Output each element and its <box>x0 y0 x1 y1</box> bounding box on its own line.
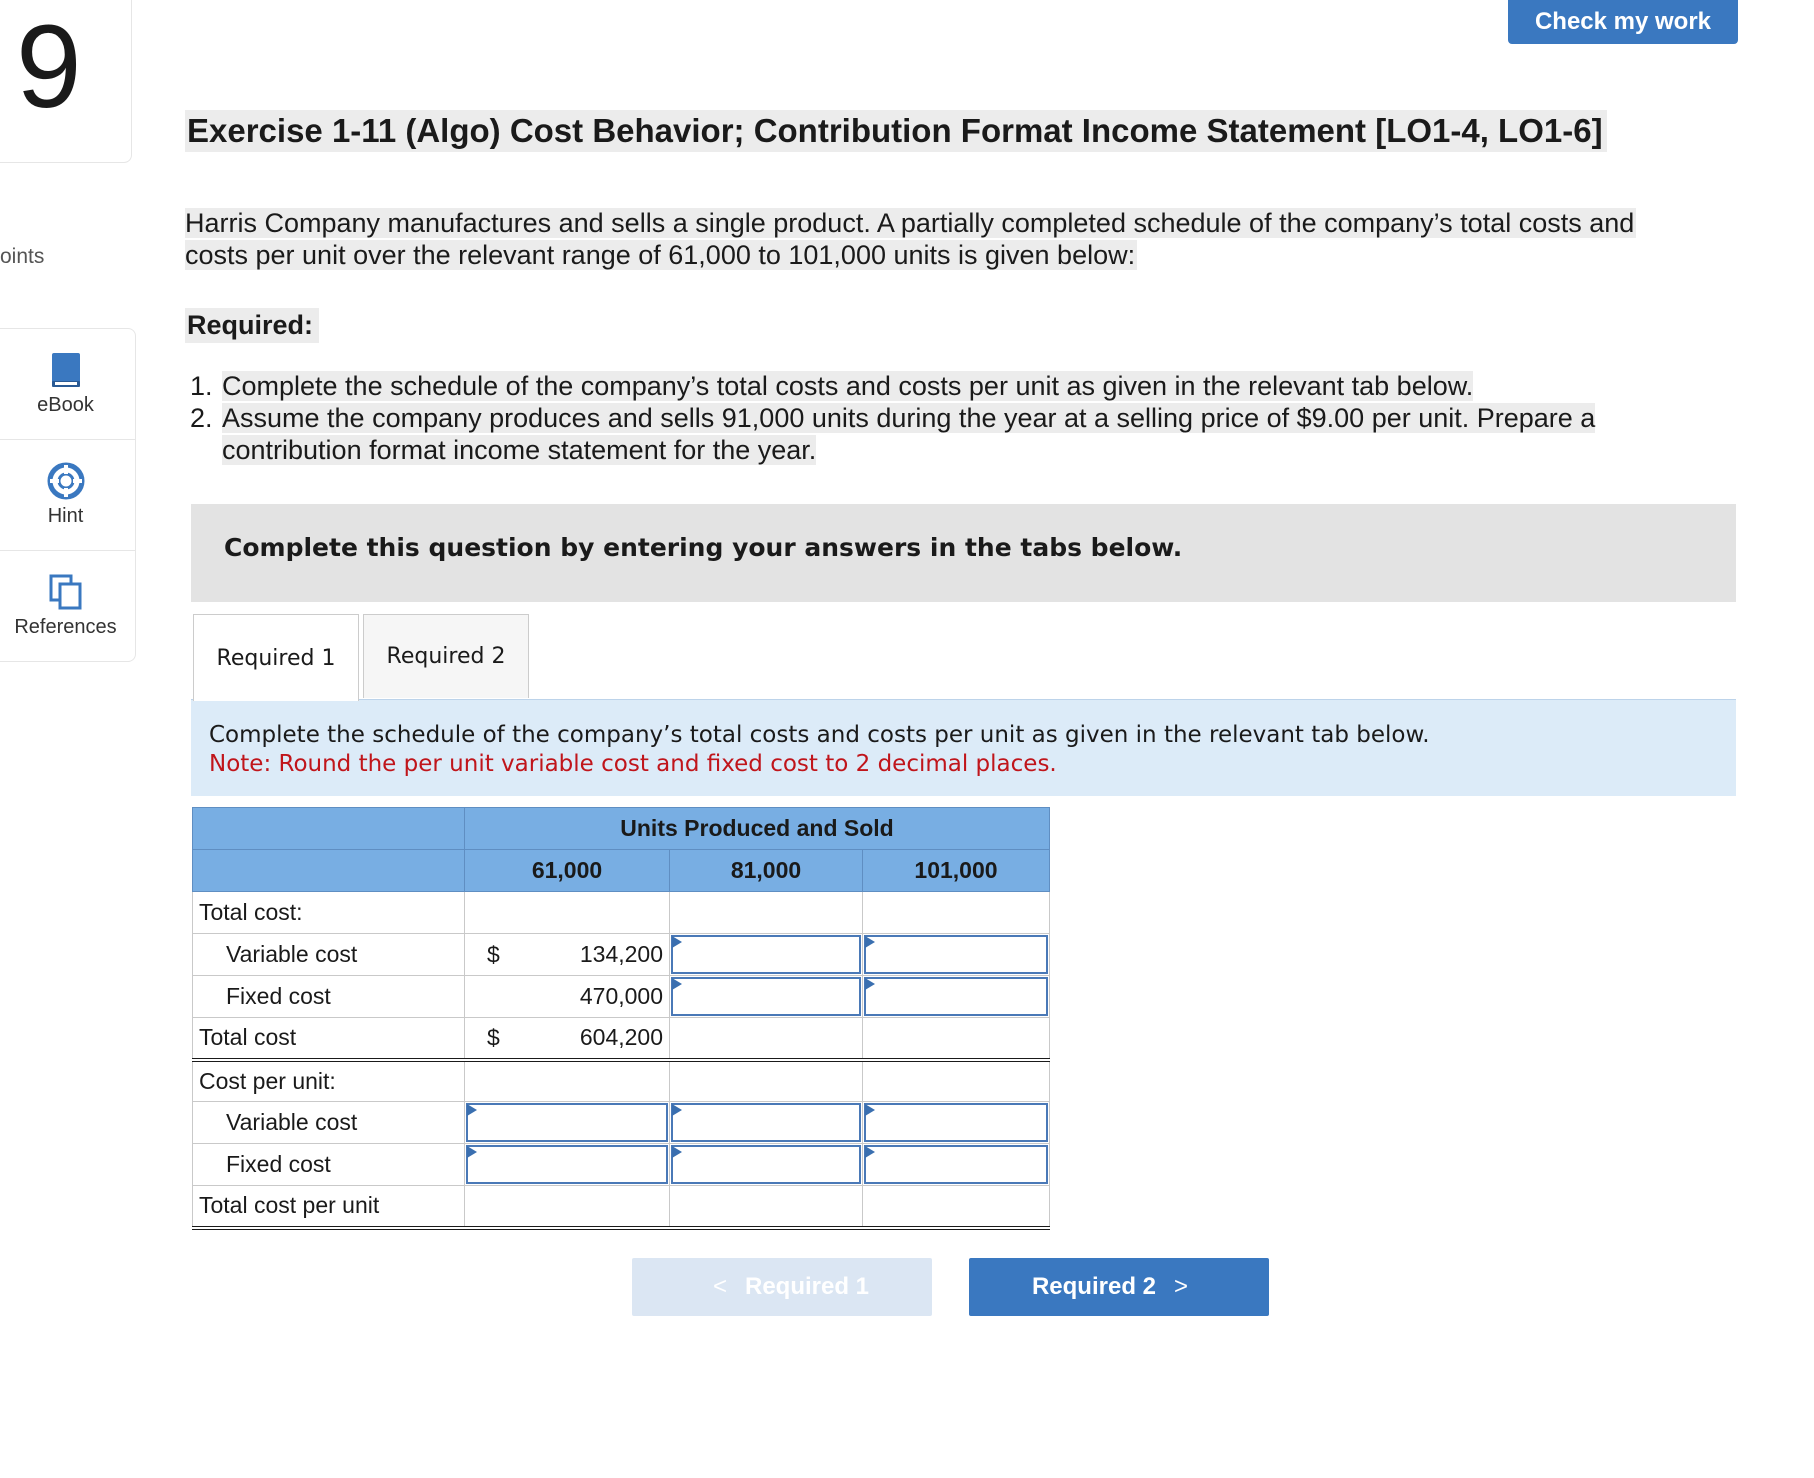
tab-required-2[interactable]: Required 2 <box>363 614 529 698</box>
previous-tab-button[interactable] <box>632 1258 932 1316</box>
requirement-1 <box>190 370 1750 402</box>
variable-per-unit-81000-input[interactable] <box>670 1102 863 1144</box>
tab-bar <box>191 614 1736 700</box>
cost-per-unit-heading: Cost per unit: <box>193 1060 465 1102</box>
exercise-intro <box>185 207 1735 271</box>
next-tab-label: Required 2 <box>1031 1273 1156 1300</box>
variable-per-unit-101000-input[interactable] <box>863 1102 1050 1144</box>
references-tool[interactable] <box>0 551 135 661</box>
units-group-header: Units Produced and Sold <box>465 808 1050 850</box>
variable-cost-per-unit-label: Variable cost <box>193 1102 465 1144</box>
tab-instructions <box>191 700 1736 796</box>
tab-instruction-text: Complete the schedule of the company’s total costs and costs per unit as given in the relevant tab below. <box>209 722 1430 748</box>
requirement-number: 1. <box>190 371 213 401</box>
total-cost-heading: Total cost: <box>193 892 465 934</box>
requirement-number: 2. <box>190 403 213 433</box>
tools-panel <box>0 328 136 662</box>
requirement-text: contribution format income statement for the year. <box>222 435 817 465</box>
empty-cell <box>863 892 1050 934</box>
total-per-unit-61000 <box>465 1186 670 1228</box>
total-cost-81000 <box>670 1018 863 1060</box>
references-label: References <box>14 616 117 638</box>
question-number: 9 <box>16 1 82 133</box>
exercise-title: Exercise 1-11 (Algo) Cost Behavior; Contribution Format Income Statement [LO1-4, LO1-6] <box>185 110 1607 152</box>
tab-required-1[interactable]: Required 1 <box>193 614 359 701</box>
fixed-per-unit-61000-input[interactable] <box>465 1144 670 1186</box>
chevron-left-icon: < <box>712 1273 727 1300</box>
column-header-61000: 61,000 <box>465 850 670 892</box>
column-header-101000: 101,000 <box>863 850 1050 892</box>
requirement-text: Complete the schedule of the company’s total costs and costs per unit as given in the relevant tab below. <box>222 371 1474 401</box>
ebook-tool[interactable] <box>0 329 135 439</box>
hint-tool[interactable] <box>0 440 135 550</box>
fixed-total-101000-input[interactable] <box>863 976 1050 1018</box>
references-icon <box>47 573 85 611</box>
variable-total-81000-input[interactable] <box>670 934 863 976</box>
cost-schedule-table <box>192 807 1050 1230</box>
fixed-cost-per-unit-label: Fixed cost <box>193 1144 465 1186</box>
previous-tab-label: Required 1 <box>744 1273 870 1300</box>
total-per-unit-81000 <box>670 1186 863 1228</box>
required-heading: Required: <box>185 308 319 343</box>
variable-per-unit-61000-input[interactable] <box>465 1102 670 1144</box>
variable-cost-label: Variable cost <box>193 934 465 976</box>
ebook-label: eBook <box>37 394 94 416</box>
total-cost-61000 <box>465 1018 670 1060</box>
instruction-banner <box>191 504 1736 602</box>
total-cost-101000 <box>863 1018 1050 1060</box>
chevron-right-icon: > <box>1174 1273 1189 1300</box>
empty-cell <box>465 1060 670 1102</box>
fixed-cost-label: Fixed cost <box>193 976 465 1018</box>
hint-label: Hint <box>47 505 84 527</box>
total-cost-label: Total cost <box>193 1018 465 1060</box>
empty-cell <box>465 892 670 934</box>
total-per-unit-101000 <box>863 1186 1050 1228</box>
question-number-panel <box>0 0 132 163</box>
currency-symbol: $ <box>487 1024 500 1051</box>
fixed-total-61000: 470,000 <box>465 976 670 1018</box>
fixed-total-81000-input[interactable] <box>670 976 863 1018</box>
requirement-2 <box>190 402 1750 466</box>
fixed-per-unit-101000-input[interactable] <box>863 1144 1050 1186</box>
empty-cell <box>863 1060 1050 1102</box>
ebook-icon <box>47 351 85 389</box>
variable-total-61000-value: 134,200 <box>579 941 663 967</box>
header-blank <box>193 850 465 892</box>
fixed-per-unit-81000-input[interactable] <box>670 1144 863 1186</box>
next-tab-button[interactable] <box>969 1258 1269 1316</box>
intro-line-2: costs per unit over the relevant range of 61,000 to 101,000 units is given below: <box>185 240 1136 270</box>
variable-total-61000 <box>465 934 670 976</box>
empty-cell <box>670 1060 863 1102</box>
hint-icon <box>47 462 85 500</box>
check-my-work-button[interactable]: Check my work <box>1508 0 1738 44</box>
variable-total-101000-input[interactable] <box>863 934 1050 976</box>
rounding-note: Note: Round the per unit variable cost and fixed cost to 2 decimal places. <box>209 751 1057 777</box>
empty-cell <box>670 892 863 934</box>
currency-symbol: $ <box>487 941 500 967</box>
requirement-text: Assume the company produces and sells 91,000 units during the year at a selling price of $9.00 per unit. Prepare a <box>222 403 1596 433</box>
instruction-text: Complete this question by entering your answers in the tabs below. <box>224 533 1183 562</box>
intro-line-1: Harris Company manufactures and sells a single product. A partially completed schedule of the company’s total costs and <box>185 208 1635 238</box>
header-blank <box>193 808 465 850</box>
total-cost-61000-value: 604,200 <box>579 1024 663 1051</box>
total-cost-per-unit-label: Total cost per unit <box>193 1186 465 1228</box>
requirements-list <box>190 370 1750 466</box>
points-label: oints <box>0 245 45 268</box>
column-header-81000: 81,000 <box>670 850 863 892</box>
